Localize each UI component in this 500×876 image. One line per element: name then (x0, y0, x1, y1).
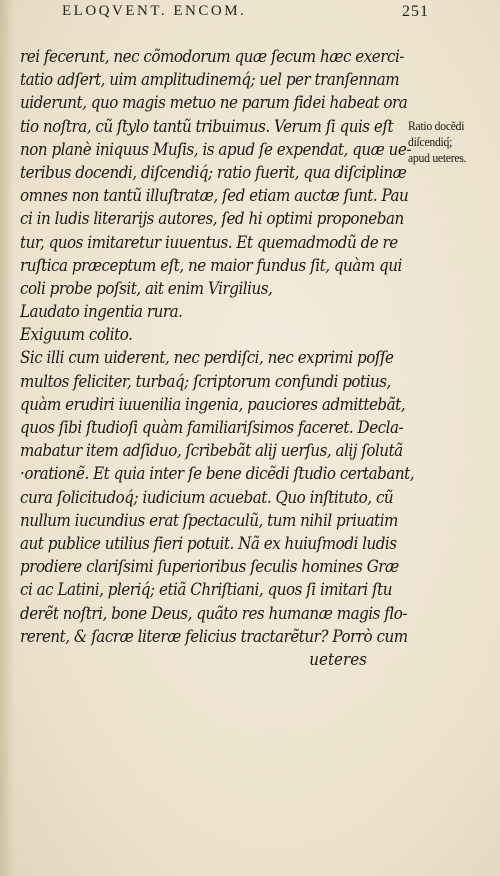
text-line: quàm erudiri iuuenilia ingenia, pauciores admittebãt, (20, 394, 406, 415)
marginal-note-line: Ratio docẽdi (408, 118, 465, 133)
text-line: ruſtica præceptum eſt, ne maior fundus ſit, quàm qui (20, 255, 402, 276)
text-line: mabatur item adſiduo, ſcribebãt alij uerſus, alij ſolutã (20, 441, 403, 462)
text-line: tio noſtra, cũ ſtylo tantũ tribuimus. Verum ſi quis eſt (20, 116, 394, 137)
page-number: 251 (402, 3, 429, 20)
text-line: tatio adſert, uim amplitudinemq́; uel per tranſennam (20, 70, 400, 91)
text-line: Sic illi cum uiderent, nec perdiſci, nec exprimi poſſe (20, 348, 394, 369)
text-line: ci ac Latini, pleriq́; etiã Chriſtiani, quos ſi imitari ſtu (20, 580, 393, 601)
running-head (62, 3, 482, 25)
verse-line: Laudato ingentia rura. (20, 302, 183, 323)
text-line: prodiere clariſsimi ſuperioribus ſeculis homines Græ (20, 557, 399, 578)
catchword: ueteres (309, 649, 367, 670)
text-line: aut publice utilius fieri potuit. Nã ex huiuſmodi ludis (20, 533, 397, 554)
text-line: quos ſibi ſtudioſi quàm familiariſsimos faceret. Decla- (20, 418, 404, 438)
marginal-note-line: apud ueteres. (408, 150, 467, 165)
text-line: uiderunt, quo magis metuo ne parum fidei habeat ora (20, 93, 408, 114)
text-line: nullum iucundius erat ſpectaculũ, tum nihil priuatim (20, 510, 398, 531)
text-line: ci in ludis literarijs autores, ſed hi optimi proponeban (20, 209, 404, 230)
text-line: cura ſolicitudoq́; iudicium acuebat. Quo inſtituto, cũ (20, 487, 394, 508)
text-line: derẽt noſtri, bone Deus, quãto res humanæ magis flo- (20, 603, 407, 624)
text-line: non planè iniquus Muſis, is apud ſe expendat, quæ ue- (20, 139, 412, 160)
text-line: teribus docendi, diſcendiq́; ratio fuerit, qua diſciplinæ (20, 162, 407, 183)
text-line: omnes non tantũ illuſtratæ, ſed etiam auctæ ſunt. Pau (20, 186, 409, 207)
text-line: coli probe poſsit, ait enim Virgilius, (20, 278, 273, 299)
marginal-note-line: diſcendiq́; (408, 134, 453, 149)
text-line: ·orationẽ. Et quia inter ſe bene dicẽdi ſtudio certabant, (20, 464, 415, 485)
running-head-title: ELOQVENT. ENCOM. (62, 3, 247, 19)
verse-line: Exiguum colito. (20, 325, 133, 346)
marginal-note (408, 118, 500, 166)
text-line: rerent, & ſacræ literæ felicius tractarẽtur? Porrò cum (20, 626, 408, 647)
body-text (20, 46, 415, 672)
text-line: tur, quos imitaretur iuuentus. Et quemadmodũ de re (20, 232, 398, 253)
text-line: multos feliciter, turbaq́; ſcriptorum confundi potius, (20, 371, 391, 392)
text-line: rei fecerunt, nec cõmodorum quæ ſecum hæc exerci- (20, 47, 404, 67)
page-gutter-shadow (0, 0, 14, 876)
